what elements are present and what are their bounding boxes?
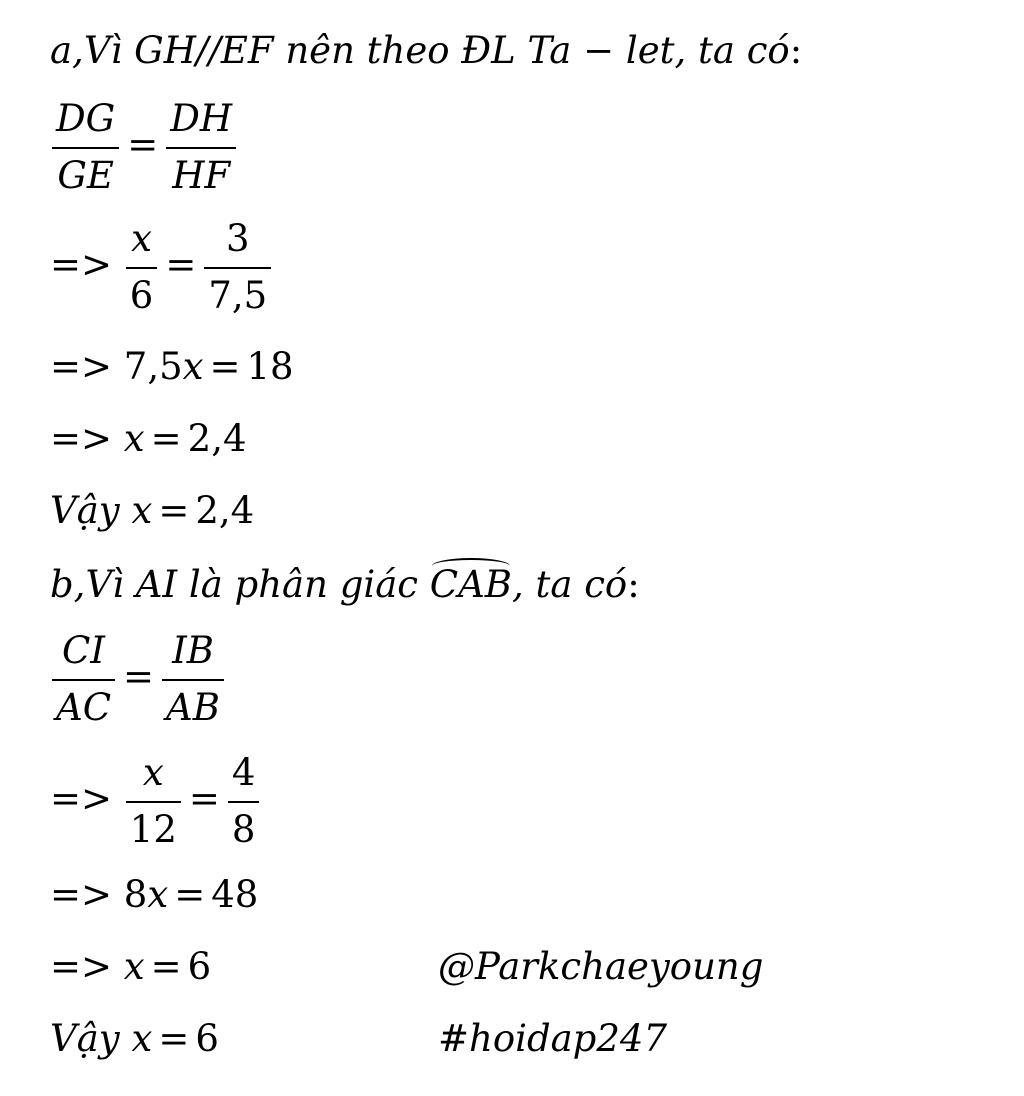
fraction-bar: [204, 267, 271, 269]
fraction-x-12: [126, 752, 181, 851]
equals-sign: =: [127, 123, 159, 167]
fraction-bar: [126, 801, 181, 803]
value: 6: [195, 1017, 219, 1060]
equals-sign: =: [209, 345, 241, 388]
fraction-denominator: HF: [172, 153, 231, 197]
fraction-ci-ac: [52, 630, 115, 729]
fraction-dg-ge: [52, 98, 119, 197]
part-b-text3: là phân giác: [177, 563, 430, 606]
variable-x: x: [131, 489, 153, 532]
fraction-numerator: CI: [62, 629, 105, 672]
part-a-step2: [50, 345, 294, 388]
variable-x: x: [123, 417, 145, 460]
fraction-bar: [228, 801, 260, 803]
angle-cab: CAB: [429, 563, 512, 606]
fraction-denominator: 8: [231, 807, 256, 851]
part-b-label: b,: [50, 563, 86, 606]
fraction-denominator: AB: [166, 685, 220, 729]
fraction-denominator: 7,5: [208, 273, 268, 317]
variable-x: x: [123, 945, 145, 988]
fraction-dh-hf: [166, 98, 236, 197]
fraction-bar: [126, 267, 158, 269]
fraction-numerator: 3: [225, 217, 250, 260]
fraction-3-7-5: [204, 218, 271, 317]
implies-arrow: =>: [50, 417, 113, 460]
part-b-text4: , ta có: [512, 563, 628, 606]
variable-x: x: [131, 1017, 153, 1060]
implies-arrow: =>: [50, 345, 113, 388]
fraction-bar: [166, 147, 236, 149]
part-b-conclusion: [50, 1017, 219, 1060]
part-b-text2: AI: [135, 563, 178, 606]
fraction-bar: [52, 147, 119, 149]
part-a-intro: [50, 29, 803, 72]
variable-x: x: [182, 345, 204, 388]
fraction-numerator: x: [131, 217, 152, 260]
part-a-label: a,: [50, 29, 84, 72]
part-b-step2: [50, 873, 259, 916]
value: 48: [211, 873, 259, 916]
equals-sign: =: [123, 655, 155, 699]
part-a-text2: GH//EF: [134, 29, 274, 72]
equals-sign: =: [158, 1017, 190, 1060]
value: 2,4: [187, 417, 247, 460]
fraction-denominator: AC: [56, 685, 112, 729]
coefficient: 7,5: [123, 345, 183, 388]
part-b-text1: Vì: [85, 563, 136, 606]
fraction-ib-ab: [162, 630, 224, 729]
part-b-ratio: [50, 630, 226, 729]
conclusion-word: Vậy: [50, 1017, 132, 1060]
fraction-numerator: DH: [170, 97, 233, 140]
fraction-numerator: IB: [172, 629, 214, 672]
variable-x: x: [147, 873, 169, 916]
part-b-step1: [50, 752, 261, 851]
part-b-step3: [50, 945, 212, 988]
equals-sign: =: [174, 873, 206, 916]
implies-arrow: =>: [50, 945, 113, 988]
part-a-text1: Vì: [83, 29, 135, 72]
equals-sign: =: [188, 777, 220, 821]
hashtag: #hoidap247: [438, 1017, 667, 1060]
value: 6: [187, 945, 212, 988]
fraction-numerator: x: [142, 751, 164, 794]
part-a-text4: Ta − let, ta có: [527, 29, 790, 72]
author-signature: @Parkchaeyoung: [438, 945, 764, 988]
part-a-step3: [50, 417, 247, 460]
equals-sign: =: [158, 489, 190, 532]
fraction-denominator: 6: [129, 273, 154, 317]
value: 18: [246, 345, 294, 388]
part-b-colon: :: [627, 563, 640, 606]
equals-sign: =: [165, 243, 197, 287]
conclusion-word: Vậy: [50, 489, 132, 532]
coefficient: 8: [123, 873, 148, 916]
part-a-text3: nên theo ĐL: [273, 29, 528, 72]
part-a-colon: :: [789, 29, 803, 72]
fraction-x-6: [126, 218, 158, 317]
part-a-conclusion: [50, 489, 255, 532]
fraction-numerator: 4: [231, 751, 256, 794]
fraction-denominator: 12: [129, 807, 177, 851]
part-a-step1: [50, 218, 273, 317]
implies-arrow: =>: [50, 243, 113, 287]
value: 2,4: [195, 489, 255, 532]
fraction-numerator: DG: [56, 97, 116, 140]
fraction-bar: [162, 679, 224, 681]
part-b-intro: [50, 563, 640, 606]
part-a-ratio: [50, 98, 238, 197]
equals-sign: =: [150, 417, 182, 460]
equals-sign: =: [150, 945, 182, 988]
implies-arrow: =>: [50, 777, 113, 821]
implies-arrow: =>: [50, 873, 113, 916]
fraction-bar: [52, 679, 115, 681]
fraction-denominator: GE: [57, 153, 114, 197]
fraction-4-8: [228, 752, 260, 851]
